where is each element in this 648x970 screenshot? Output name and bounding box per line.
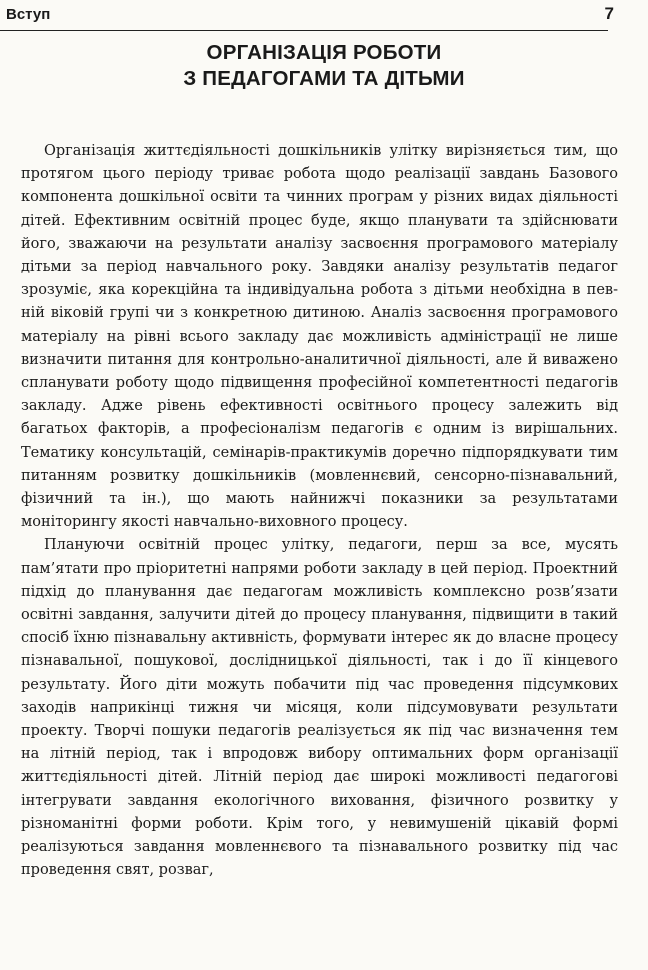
chapter-title-line-2: З ПЕДАГОГАМИ ТА ДІТЬМИ bbox=[183, 67, 465, 90]
chapter-title-line-1: ОРГАНІЗАЦІЯ РОБОТИ bbox=[206, 41, 442, 64]
chapter-title bbox=[0, 40, 648, 92]
running-header bbox=[0, 0, 648, 34]
body-text bbox=[21, 140, 618, 883]
paragraph-1: Організація життєдіяльності дошкільників улітку вирізняється тим, що протягом цього періоду триває робота щодо реалізації завдань Базового компонента дошкільної освіти та чинних програм у різних видах діяльності дітей. Ефективним освітній процес буде, якщо планувати та здійснювати його, зважаючи на результати аналізу засвоєння програмового матеріалу дітьми за період навчального року. Завдяки аналізу результатів педагог зрозуміє, яка корекційна та індивідуальна робота з дітьми необхідна в певній віковій групі чи з конкретною дитиною. Аналіз засвоєння програмового матеріалу на рівні всього закладу дає можливість адміністрації не лише визначити питання для контрольно-аналитичної діяльності, але й виважено спланувати роботу щодо підвищення професійної компетентності педагогів закладу. Адже рівень ефективності освітнього процесу залежить від багатьох факторів, а професіоналізм педагогів є одним із вирішальних. Тематику консультацій, семінарів-практикумів доречно підпорядкувати тим питанням розвитку дошкільників (мовленнєвий, сенсорно-пізнавальний, фізичний та ін.), що мають найнижчі показники за результатами моніторингу якості навчально-виховного процесу. bbox=[21, 143, 618, 531]
paragraph-2: Плануючи освітній процес улітку, педагоги, перш за все, мусять пам’ятати про пріоритетні напрями роботи закладу в цей період. Проектний підхід до планування дає педагогам можливість комплексно розв’язати освітні завдання, залучити дітей до процесу планування, підвищити в такий спосіб їхню пізнавальну активність, формувати інтерес як до власне процесу пізнавальної, пошукової, дослідницької діяльності, так і до її кінцевого результату. Його діти можуть побачити під час проведення підсумкових заходів наприкінці тижня чи місяця, коли підсумовувати результати проекту. Творчі пошуки педагогів реалізується як під час визначення тем на літній період, так і впродовж вибору оптимальних форм організації життєдіяльності дітей. Літній період дає широкі можливості педагогові інтегрувати завдання екологічного виховання, фізичного розвитку у різноманітні форми роботи. Крім того, у невимушеній цікавій формі реалізуються завдання мовленнєвого та пізнавального розвитку під час проведення свят, розваг, bbox=[21, 537, 618, 879]
section-name: Вступ bbox=[6, 6, 51, 23]
page-number: 7 bbox=[604, 4, 614, 23]
header-rule bbox=[0, 30, 608, 31]
